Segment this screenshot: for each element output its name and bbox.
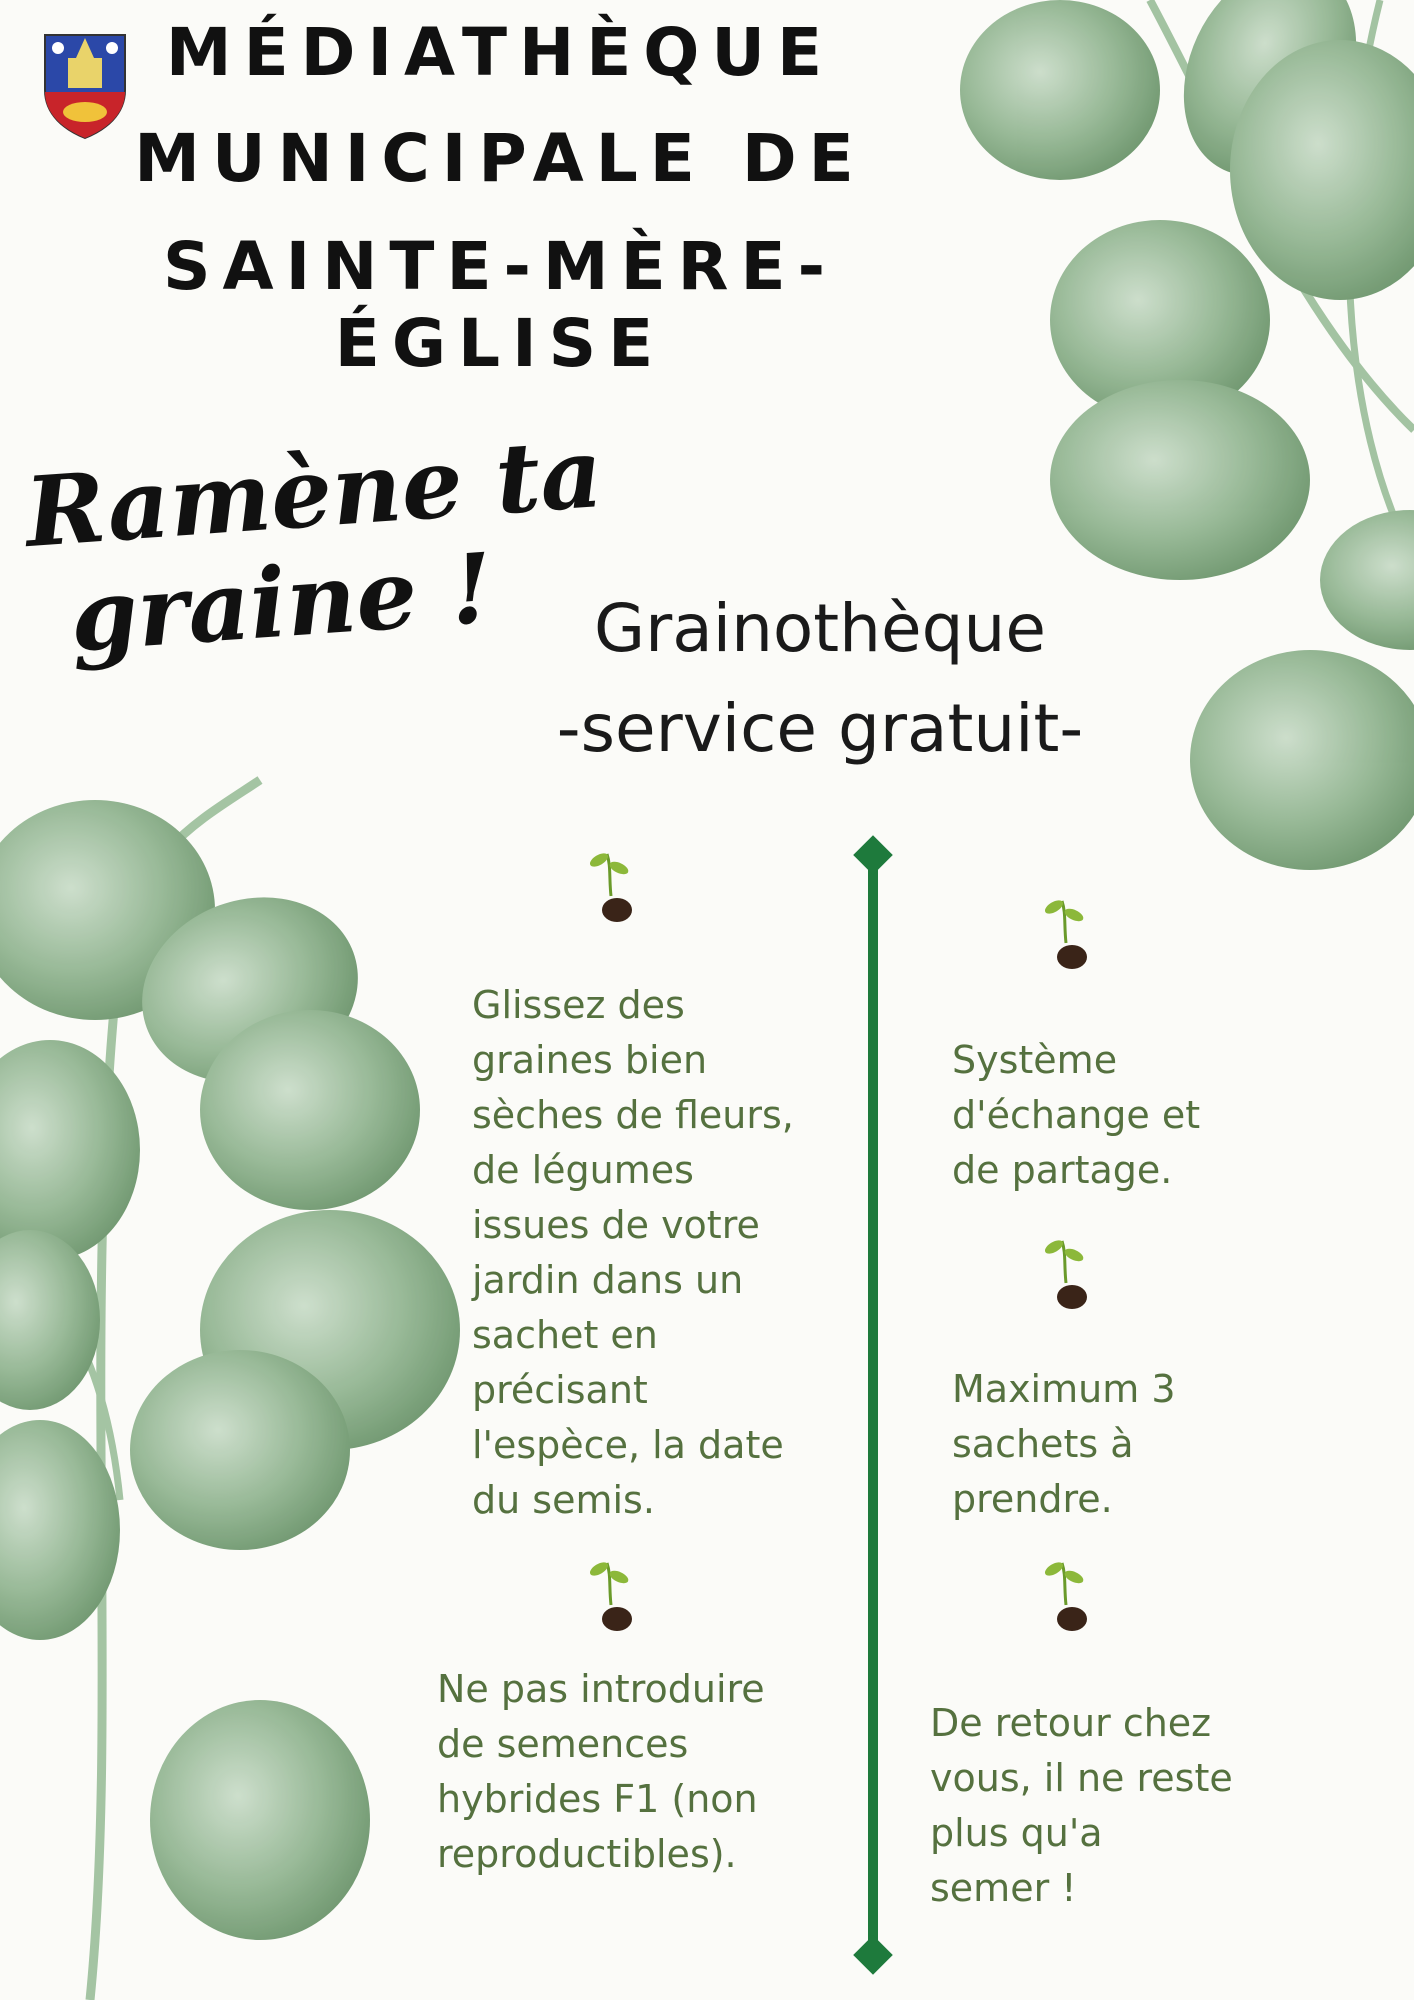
text-line: sèches de fleurs, (472, 1093, 794, 1137)
subtitle-grainotheque: Grainothèque (594, 590, 1046, 667)
title-line-2: MUNICIPALE DE (134, 120, 866, 197)
text-line: graines bien (472, 1038, 708, 1082)
timeline-divider (853, 835, 893, 1975)
title-line-1: MÉDIATHÈQUE (165, 14, 835, 91)
slogan-line-2: graine ! (66, 531, 497, 674)
text-line: d'échange et (952, 1093, 1201, 1137)
text-line: De retour chez (930, 1701, 1212, 1745)
subtitle-service-gratuit: -service gratuit- (556, 690, 1084, 767)
leaf-branch-left (0, 780, 460, 2000)
text-line: de partage. (952, 1148, 1173, 1192)
seed-sprout-icon (1040, 1235, 1100, 1315)
text-line: prendre. (952, 1477, 1113, 1521)
text-line: reproductibles). (437, 1832, 737, 1876)
text-line: Maximum 3 (952, 1367, 1176, 1411)
slogan-line-1: Ramène ta (21, 415, 606, 570)
info-go-sow (930, 1696, 1233, 1916)
text-line: précisant (472, 1368, 648, 1412)
text-line: l'espèce, la date (472, 1423, 784, 1467)
text-line: Système (952, 1038, 1118, 1082)
text-line: semer ! (930, 1866, 1077, 1910)
info-maximum-sachets (952, 1362, 1176, 1527)
text-line: Glissez des (472, 983, 685, 1027)
seed-sprout-icon (1040, 895, 1100, 975)
title-line-3: SAINTE-MÈRE-ÉGLISE (163, 228, 837, 382)
text-line: plus qu'a (930, 1811, 1103, 1855)
text-line: issues de votre (472, 1203, 760, 1247)
text-line: sachet en (472, 1313, 658, 1357)
text-line: sachets à (952, 1422, 1134, 1466)
text-line: hybrides F1 (non (437, 1777, 758, 1821)
text-line: jardin dans un (472, 1258, 744, 1302)
text-line: du semis. (472, 1478, 655, 1522)
info-exchange-system (952, 1033, 1200, 1198)
instruction-no-hybrids (437, 1662, 765, 1882)
text-line: Ne pas introduire (437, 1667, 765, 1711)
text-line: vous, il ne reste (930, 1756, 1233, 1800)
seed-sprout-icon (585, 1557, 645, 1637)
text-line: de légumes (472, 1148, 694, 1192)
text-line: de semences (437, 1722, 689, 1766)
seed-sprout-icon (585, 848, 645, 928)
instruction-deposit-seeds (472, 978, 794, 1528)
seed-sprout-icon (1040, 1557, 1100, 1637)
